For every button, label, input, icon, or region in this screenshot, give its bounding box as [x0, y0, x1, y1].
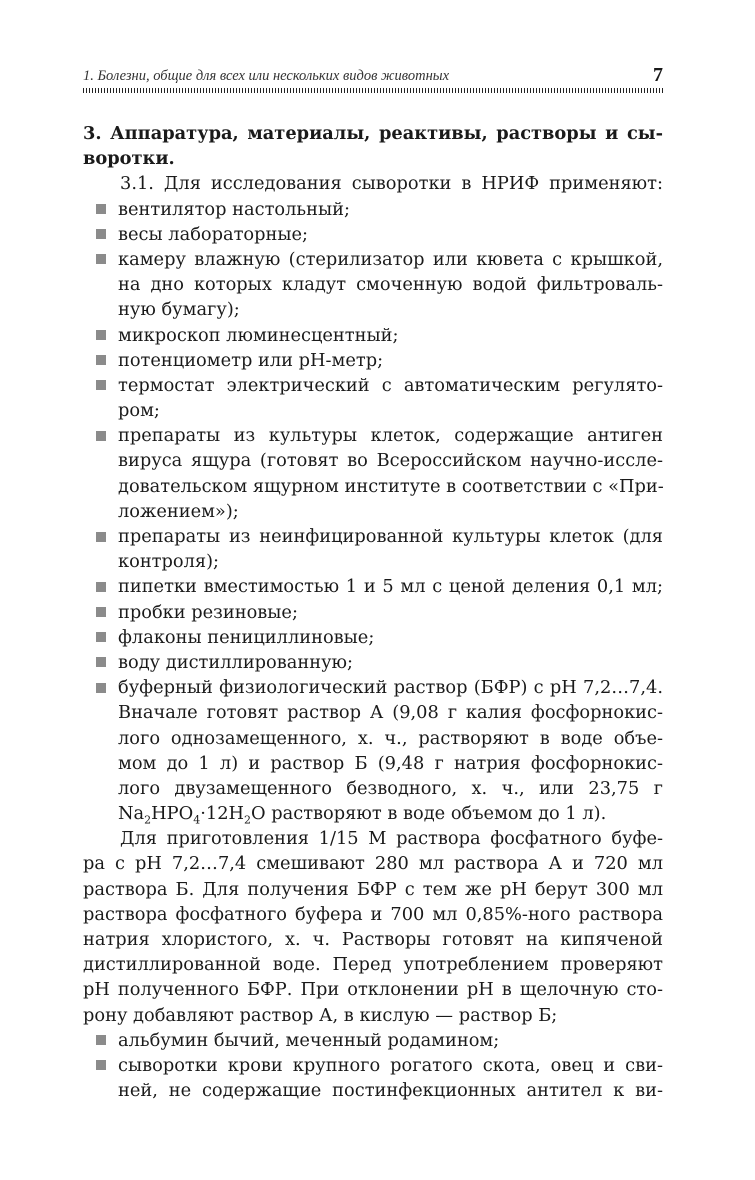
bullet-text: камеру влажную (стерилизатор или кювета с крышкой,: [118, 248, 663, 270]
square-bullet-icon: [96, 431, 106, 441]
paragraph-line: ра с рН 7,2…7,4 смешивают 280 мл раствора А и 720 мл: [83, 853, 663, 875]
header-rule: [83, 88, 663, 93]
bullet-continuation: довательском ящурном институте в соответствии с «При-: [118, 475, 664, 497]
square-bullet-icon: [96, 607, 106, 617]
bullet-text: воду дистиллированную;: [118, 651, 354, 673]
bullet-item: [83, 1028, 663, 1053]
square-bullet-icon: [96, 1035, 106, 1045]
square-bullet-icon: [96, 204, 106, 214]
bullet-text: сыворотки крови крупного рогатого скота, овец и сви-: [118, 1054, 663, 1076]
bullet-item: [83, 323, 663, 348]
running-title: 1. Болезни, общие для всех или нескольких видов животных: [83, 68, 450, 84]
bullet-text: микроскоп люминесцентный;: [118, 324, 399, 346]
bullet-continuation: лого однозамещенного, х. ч., растворяют в воде объе-: [118, 727, 663, 749]
formula-line: [83, 801, 663, 826]
bullet-text: пипетки вместимостью 1 и 5 мл с ценой деления 0,1 мл;: [118, 576, 663, 598]
square-bullet-icon: [96, 355, 106, 365]
square-bullet-icon: [96, 632, 106, 642]
formula-part: O растворяют в воде объемом до 1 л).: [251, 803, 607, 825]
bullet-continuation: мом до 1 л) и раствор Б (9,48 г натрия фосфорнокис-: [118, 752, 663, 774]
square-bullet-icon: [96, 657, 106, 667]
square-bullet-icon: [96, 532, 106, 542]
running-head: [83, 64, 663, 90]
bullet-item: [83, 675, 663, 700]
formula-part: 2: [144, 813, 152, 827]
bullet-text: препараты из культуры клеток, содержащие антиген: [118, 425, 663, 447]
paragraph-line: дистиллированной воде. Перед употреблением проверяют: [83, 954, 663, 976]
bullet-item: [83, 574, 663, 599]
bullet-continuation: ложением»);: [118, 500, 239, 522]
bullet-continuation: на дно которых кладут смоченную водой фильтроваль-: [118, 274, 663, 296]
paragraph-line: рН полученного БФР. При отклонении рН в щелочную сто-: [83, 979, 663, 1001]
bullet-item: [83, 650, 663, 675]
formula-part: 2: [244, 813, 252, 827]
bullet-continuation: ней, не содержащие постинфекционных антител к ви-: [118, 1080, 663, 1102]
square-bullet-icon: [96, 582, 106, 592]
bullet-text: препараты из неинфицированной культуры клеток (для: [118, 526, 663, 547]
bullet-item: [83, 423, 663, 448]
bullet-text: термостат электрический с автоматическим регулято-: [118, 374, 663, 396]
bullet-text: флаконы пенициллиновые;: [118, 626, 375, 648]
bullet-text: альбумин бычий, меченный родамином;: [118, 1029, 500, 1051]
bullet-item: [83, 600, 663, 625]
bullet-text: потенциометр или рН-метр;: [118, 349, 384, 371]
square-bullet-icon: [96, 254, 106, 264]
bullet-item: [83, 1053, 663, 1078]
section-heading: воротки.: [83, 148, 175, 170]
bullet-text: пробки резиновые;: [118, 601, 298, 623]
square-bullet-icon: [96, 683, 106, 693]
paragraph-first-line: Для приготовления 1/15 М раствора фосфатного буфе-: [120, 828, 663, 850]
square-bullet-icon: [96, 1060, 106, 1070]
bullet-continuation: контроля);: [118, 551, 220, 573]
bullet-item: [83, 373, 663, 398]
bullet-text: вентилятор настольный;: [118, 198, 350, 220]
square-bullet-icon: [96, 380, 106, 390]
body-text: [83, 121, 663, 1103]
bullet-text: весы лабораторные;: [118, 223, 309, 245]
bullet-continuation: Вначале готовят раствор А (9,08 г калия фосфорнокис-: [118, 702, 663, 724]
paragraph-line: раствора фосфатного буфера и 700 мл 0,85%-ного раствора: [83, 903, 663, 925]
paragraph-first-line: 3.1. Для исследования сыворотки в НРИФ применяют:: [120, 173, 663, 195]
bullet-continuation: лого двузамещенного безводного, х. ч., или 23,75 г: [118, 777, 663, 799]
bullet-item: [83, 524, 663, 549]
page-number: 7: [653, 64, 663, 86]
bullet-item: [83, 625, 663, 650]
paragraph-line: рону добавляют раствор А, в кислую — раствор Б;: [83, 1004, 558, 1026]
paragraph-line: раствора Б. Для получения БФР с тем же рН берут 300 мл: [83, 878, 663, 900]
square-bullet-icon: [96, 330, 106, 340]
bullet-item: [83, 197, 663, 222]
bullet-item: [83, 348, 663, 373]
bullet-continuation: ную бумагу);: [118, 299, 240, 321]
formula-part: ·12H: [200, 803, 245, 825]
bullet-item: [83, 247, 663, 272]
section-heading: 3. Аппаратура, материалы, реактивы, растворы и сы-: [83, 123, 663, 144]
bullet-item: [83, 222, 663, 247]
square-bullet-icon: [96, 229, 106, 239]
bullet-continuation: ром;: [118, 400, 160, 422]
formula-part: Na: [118, 803, 145, 825]
formula-part: HPO: [151, 803, 194, 825]
formula-part: 4: [193, 813, 201, 827]
bullet-text: буферный физиологический раствор (БФР) с рН 7,2…7,4.: [118, 677, 663, 699]
bullet-continuation: вируса ящура (готовят во Всероссийском научно-иссле-: [118, 450, 663, 472]
paragraph-line: натрия хлористого, х. ч. Растворы готовят на кипяченой: [83, 929, 663, 950]
